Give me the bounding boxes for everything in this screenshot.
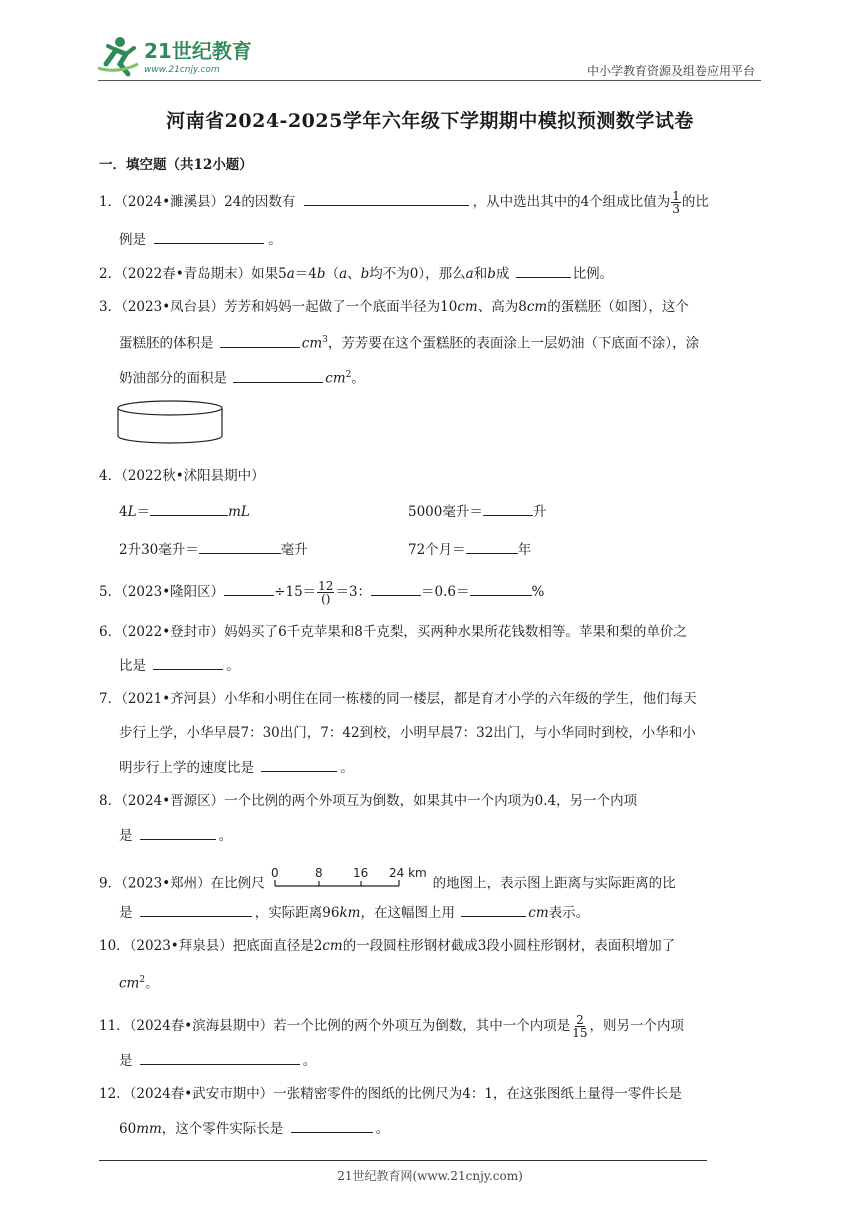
answer-blank[interactable] xyxy=(140,1050,300,1065)
question-4: 4．（2022秋•沭阳县期中） xyxy=(99,468,265,484)
question-9-cont: 是 ，实际距离96km，在这幅图上用 cm表示。 xyxy=(119,902,589,923)
footer-divider xyxy=(99,1160,707,1161)
logo-url: www.21cnjy.com xyxy=(144,65,220,75)
scale-tick-label: 16 xyxy=(352,866,368,880)
question-7-cont: 步行上学，小华早晨7：30出门，7：42到校，小明早晨7：32出门，与小华同时到校，小华和小 xyxy=(119,725,696,741)
cake-cylinder-figure xyxy=(115,398,225,452)
map-scale-bar xyxy=(271,866,427,902)
question-11: 11．（2024春•滨海县期中）若一个比例的两个外项互为倒数，其中一个内项是 $\frac{2}{15}$ ，则另一个内项 xyxy=(99,1013,685,1040)
answer-blank[interactable] xyxy=(304,191,469,206)
question-11-cont: 是 。 xyxy=(119,1050,316,1071)
footer-text: 21世纪教育网(www.21cnjy.com) xyxy=(337,1169,523,1183)
question-12-cont: 60mm，这个零件实际长是 。 xyxy=(119,1118,389,1139)
question-1: 1．（2024•濉溪县）24的因数有 ，从中选出其中的4个组成比值为 $\frac{1}{3}$ 的比 xyxy=(99,189,709,216)
question-10: 10．（2023•拜泉县）把底面直径是2cm的一段圆柱形钢材截成3段小圆柱形钢材，表面积增加了 xyxy=(99,938,676,954)
question-2: 2．（2022春•青岛期末）如果5a＝4b（a、b均不为0），那么a和b成 比例。 xyxy=(99,263,613,284)
page-title: 河南省2024-2025学年六年级下学期期中模拟预测数学试卷 xyxy=(166,110,694,132)
question-4-row2a: 2升30毫升＝ 毫升 xyxy=(119,539,308,560)
answer-blank[interactable] xyxy=(291,1118,373,1133)
question-10-cont: $cm^2$。 xyxy=(119,975,159,992)
answer-blank[interactable] xyxy=(470,581,532,596)
scale-tick-label: 8 xyxy=(314,866,323,880)
answer-blank[interactable] xyxy=(261,757,337,772)
header-platform-text: 中小学教育资源及组卷应用平台 xyxy=(586,64,755,78)
answer-blank[interactable] xyxy=(233,368,323,383)
question-5: 5．（2023•隆阳区） ÷15＝ $\frac{12}{()}$ ＝3： ＝0.6＝ % xyxy=(99,579,545,606)
answer-blank[interactable] xyxy=(224,581,274,596)
runner-logo-icon xyxy=(98,34,268,78)
logo-text: 21世纪教育 xyxy=(144,39,252,63)
question-3-cont: 蛋糕胚的体积是 $cm^3$，芳芳要在这个蛋糕胚的表面涂上一层奶油（下底面不涂），涂 xyxy=(119,330,699,354)
answer-blank[interactable] xyxy=(220,333,300,348)
question-9: 9．（2023•郑州）在比例尺 0 8 16 24 km 的地图上，表示图上距离与实际距离的比 xyxy=(99,866,676,902)
question-12: 12．（2024春•武安市期中）一张精密零件的图纸的比例尺为4：1，在这张图纸上量得一零件长是 xyxy=(99,1086,682,1102)
answer-blank[interactable] xyxy=(199,539,281,554)
question-1-cont: 例是 。 xyxy=(119,229,282,250)
scale-tick-label: 24 km xyxy=(388,866,427,880)
answer-blank[interactable] xyxy=(150,501,228,516)
question-4-row1a: 4L＝ mL xyxy=(119,501,250,522)
question-4-row2b: 72个月＝ 年 xyxy=(408,539,531,560)
question-4-row1b: 5000毫升＝ 升 xyxy=(408,501,546,522)
logo xyxy=(98,34,268,78)
answer-blank[interactable] xyxy=(140,902,252,917)
question-3-cont2: 奶油部分的面积是 $cm^2$。 xyxy=(119,365,365,389)
question-6-cont: 比是 。 xyxy=(119,655,240,676)
answer-blank[interactable] xyxy=(140,825,216,840)
header-divider xyxy=(98,80,761,81)
scale-tick-label: 0 xyxy=(270,866,279,880)
section-heading: 一．填空题（共12小题） xyxy=(99,157,253,173)
answer-blank[interactable] xyxy=(153,655,223,670)
answer-blank[interactable] xyxy=(466,539,518,554)
answer-blank[interactable] xyxy=(154,229,264,244)
question-8: 8．（2024•晋源区）一个比例的两个外项互为倒数，如果其中一个内项为0.4，另一个内项 xyxy=(99,793,638,809)
question-7: 7．（2021•齐河县）小华和小明住在同一栋楼的同一楼层，都是育才小学的六年级的学生，他们每天 xyxy=(99,691,697,707)
question-8-cont: 是 。 xyxy=(119,825,232,846)
question-7-cont2: 明步行上学的速度比是 。 xyxy=(119,757,354,778)
answer-blank[interactable] xyxy=(371,581,421,596)
question-3: 3．（2023•凤台县）芳芳和妈妈一起做了一个底面半径为10cm、高为8cm的蛋糕胚（如图），这个 xyxy=(99,299,689,315)
question-6: 6．（2022•登封市）妈妈买了6千克苹果和8千克梨，买两种水果所花钱数相等。苹果和梨的单价之 xyxy=(99,624,687,640)
answer-blank[interactable] xyxy=(483,501,533,516)
answer-blank[interactable] xyxy=(461,902,526,917)
answer-blank[interactable] xyxy=(516,263,571,278)
